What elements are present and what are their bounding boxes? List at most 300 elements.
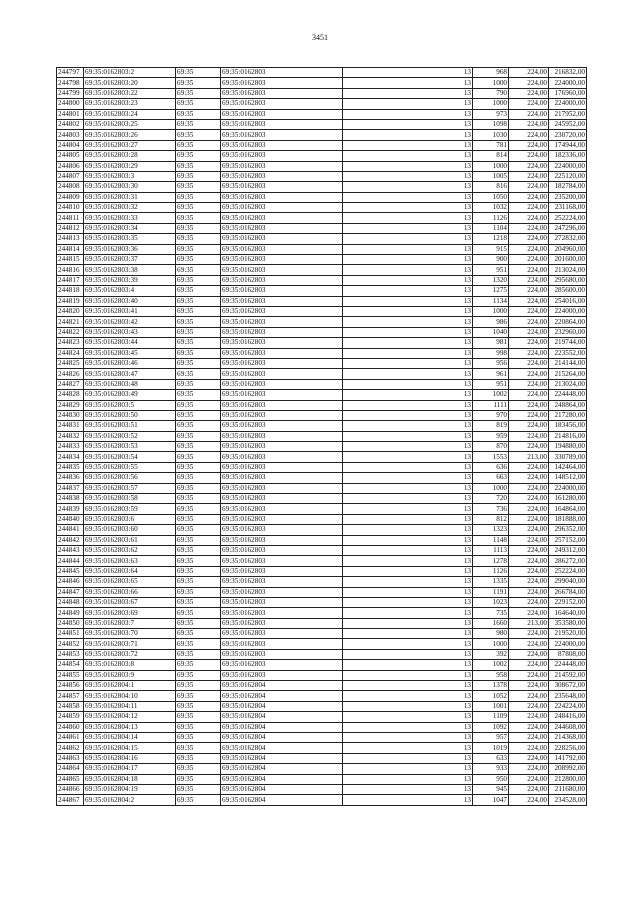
row-number-cell: 244853	[57, 649, 84, 659]
specific-value-cell: 224,00	[509, 390, 549, 400]
table-row	[57, 733, 587, 743]
table-row	[57, 545, 587, 555]
area-cell: 951	[473, 265, 509, 275]
table-row	[57, 701, 587, 711]
district-code-cell: 69:35	[176, 733, 221, 743]
table-row	[57, 338, 587, 348]
specific-value-cell: 224,00	[509, 223, 549, 233]
cadastral-value-cell: 330789,00	[549, 452, 587, 462]
specific-value-cell: 213,00	[509, 618, 549, 628]
table-row	[57, 764, 587, 774]
cadastral-value-cell: 194880,00	[549, 442, 587, 452]
cadastral-number-cell: 69:35:0162803:70	[84, 629, 176, 639]
area-cell: 986	[473, 317, 509, 327]
row-number-cell: 244805	[57, 151, 84, 161]
area-cell: 970	[473, 410, 509, 420]
area-cell: 1126	[473, 566, 509, 576]
table-row	[57, 182, 587, 192]
cadastral-block-cell: 69:35:0162803	[221, 587, 343, 597]
table-row	[57, 442, 587, 452]
table-row	[57, 327, 587, 337]
cadastral-block-cell: 69:35:0162803	[221, 223, 343, 233]
category-code-cell: 13	[343, 109, 473, 119]
table-row	[57, 494, 587, 504]
cadastral-number-cell: 69:35:0162803:28	[84, 151, 176, 161]
district-code-cell: 69:35	[176, 410, 221, 420]
row-number-cell: 244864	[57, 764, 84, 774]
row-number-cell: 244821	[57, 317, 84, 327]
specific-value-cell: 224,00	[509, 99, 549, 109]
cadastral-block-cell: 69:35:0162803	[221, 525, 343, 535]
cadastral-number-cell: 69:35:0162804:18	[84, 774, 176, 784]
row-number-cell: 244848	[57, 597, 84, 607]
cadastral-value-cell: 295680,00	[549, 275, 587, 285]
category-code-cell: 13	[343, 639, 473, 649]
cadastral-block-cell: 69:35:0162804	[221, 722, 343, 732]
area-cell: 1109	[473, 712, 509, 722]
row-number-cell: 244860	[57, 722, 84, 732]
cadastral-number-cell: 69:35:0162803:64	[84, 566, 176, 576]
specific-value-cell: 224,00	[509, 109, 549, 119]
row-number-cell: 244830	[57, 410, 84, 420]
category-code-cell: 13	[343, 369, 473, 379]
row-number-cell: 244843	[57, 545, 84, 555]
specific-value-cell: 224,00	[509, 743, 549, 753]
district-code-cell: 69:35	[176, 784, 221, 794]
area-cell: 814	[473, 151, 509, 161]
district-code-cell: 69:35	[176, 774, 221, 784]
row-number-cell: 244809	[57, 192, 84, 202]
district-code-cell: 69:35	[176, 255, 221, 265]
category-code-cell: 13	[343, 525, 473, 535]
table-row	[57, 400, 587, 410]
area-cell: 1000	[473, 306, 509, 316]
district-code-cell: 69:35	[176, 317, 221, 327]
cadastral-value-cell: 247296,00	[549, 223, 587, 233]
cadastral-value-cell: 215264,00	[549, 369, 587, 379]
cadastral-number-cell: 69:35:0162803:72	[84, 649, 176, 659]
row-number-cell: 244847	[57, 587, 84, 597]
cadastral-value-cell: 217280,00	[549, 410, 587, 420]
cadastral-number-cell: 69:35:0162803:38	[84, 265, 176, 275]
cadastral-block-cell: 69:35:0162803	[221, 327, 343, 337]
area-cell: 1111	[473, 400, 509, 410]
district-code-cell: 69:35	[176, 701, 221, 711]
cadastral-number-cell: 69:35:0162803:43	[84, 327, 176, 337]
cadastral-block-cell: 69:35:0162803	[221, 379, 343, 389]
cadastral-value-cell: 229152,00	[549, 597, 587, 607]
area-cell: 951	[473, 379, 509, 389]
cadastral-number-cell: 69:35:0162803:53	[84, 442, 176, 452]
district-code-cell: 69:35	[176, 494, 221, 504]
table-row	[57, 504, 587, 514]
row-number-cell: 244797	[57, 68, 84, 78]
category-code-cell: 13	[343, 483, 473, 493]
area-cell: 392	[473, 649, 509, 659]
cadastral-block-cell: 69:35:0162803	[221, 119, 343, 129]
cadastral-block-cell: 69:35:0162803	[221, 109, 343, 119]
cadastral-block-cell: 69:35:0162803	[221, 421, 343, 431]
cadastral-number-cell: 69:35:0162803:5	[84, 400, 176, 410]
page-number: 3451	[312, 33, 328, 42]
district-code-cell: 69:35	[176, 556, 221, 566]
cadastral-value-cell: 148512,00	[549, 473, 587, 483]
table-row	[57, 130, 587, 140]
row-number-cell: 244842	[57, 535, 84, 545]
category-code-cell: 13	[343, 494, 473, 504]
specific-value-cell: 224,00	[509, 338, 549, 348]
area-cell: 735	[473, 608, 509, 618]
cadastral-block-cell: 69:35:0162803	[221, 597, 343, 607]
cadastral-block-cell: 69:35:0162803	[221, 213, 343, 223]
cadastral-value-cell: 213024,00	[549, 265, 587, 275]
cadastral-block-cell: 69:35:0162804	[221, 774, 343, 784]
cadastral-value-cell: 87808,00	[549, 649, 587, 659]
area-cell: 663	[473, 473, 509, 483]
specific-value-cell: 224,00	[509, 483, 549, 493]
row-number-cell: 244858	[57, 701, 84, 711]
cadastral-value-table	[56, 67, 587, 806]
area-cell: 633	[473, 753, 509, 763]
category-code-cell: 13	[343, 681, 473, 691]
cadastral-block-cell: 69:35:0162804	[221, 784, 343, 794]
cadastral-number-cell: 69:35:0162803:25	[84, 119, 176, 129]
cadastral-value-cell: 223552,00	[549, 348, 587, 358]
row-number-cell: 244812	[57, 223, 84, 233]
district-code-cell: 69:35	[176, 743, 221, 753]
category-code-cell: 13	[343, 452, 473, 462]
category-code-cell: 13	[343, 379, 473, 389]
table-row	[57, 390, 587, 400]
cadastral-number-cell: 69:35:0162803:49	[84, 390, 176, 400]
cadastral-block-cell: 69:35:0162803	[221, 566, 343, 576]
table-row	[57, 348, 587, 358]
table-row	[57, 649, 587, 659]
category-code-cell: 13	[343, 784, 473, 794]
cadastral-number-cell: 69:35:0162803:52	[84, 431, 176, 441]
row-number-cell: 244845	[57, 566, 84, 576]
cadastral-value-cell: 214144,00	[549, 358, 587, 368]
category-code-cell: 13	[343, 774, 473, 784]
table-row	[57, 213, 587, 223]
cadastral-block-cell: 69:35:0162803	[221, 577, 343, 587]
table-row	[57, 473, 587, 483]
district-code-cell: 69:35	[176, 431, 221, 441]
cadastral-value-cell: 141792,00	[549, 753, 587, 763]
specific-value-cell: 224,00	[509, 421, 549, 431]
row-number-cell: 244824	[57, 348, 84, 358]
row-number-cell: 244863	[57, 753, 84, 763]
specific-value-cell: 224,00	[509, 504, 549, 514]
row-number-cell: 244832	[57, 431, 84, 441]
district-code-cell: 69:35	[176, 203, 221, 213]
district-code-cell: 69:35	[176, 161, 221, 171]
district-code-cell: 69:35	[176, 681, 221, 691]
table-row	[57, 556, 587, 566]
cadastral-number-cell: 69:35:0162803:56	[84, 473, 176, 483]
cadastral-value-cell: 212800,00	[549, 774, 587, 784]
cadastral-number-cell: 69:35:0162803:40	[84, 296, 176, 306]
cadastral-number-cell: 69:35:0162804:13	[84, 722, 176, 732]
specific-value-cell: 224,00	[509, 306, 549, 316]
cadastral-number-cell: 69:35:0162803:45	[84, 348, 176, 358]
cadastral-value-cell: 235648,00	[549, 691, 587, 701]
table-row	[57, 639, 587, 649]
cadastral-block-cell: 69:35:0162803	[221, 255, 343, 265]
category-code-cell: 13	[343, 338, 473, 348]
category-code-cell: 13	[343, 317, 473, 327]
cadastral-number-cell: 69:35:0162803:59	[84, 504, 176, 514]
cadastral-block-cell: 69:35:0162804	[221, 712, 343, 722]
specific-value-cell: 224,00	[509, 410, 549, 420]
table-row	[57, 587, 587, 597]
table-row	[57, 99, 587, 109]
cadastral-value-cell: 176960,00	[549, 88, 587, 98]
category-code-cell: 13	[343, 556, 473, 566]
row-number-cell: 244831	[57, 421, 84, 431]
specific-value-cell: 224,00	[509, 68, 549, 78]
cadastral-value-cell: 216832,00	[549, 68, 587, 78]
category-code-cell: 13	[343, 691, 473, 701]
row-number-cell: 244806	[57, 161, 84, 171]
area-cell: 961	[473, 369, 509, 379]
cadastral-number-cell: 69:35:0162803:34	[84, 223, 176, 233]
specific-value-cell: 224,00	[509, 369, 549, 379]
cadastral-number-cell: 69:35:0162803:24	[84, 109, 176, 119]
cadastral-value-cell: 214816,00	[549, 431, 587, 441]
category-code-cell: 13	[343, 545, 473, 555]
cadastral-number-cell: 69:35:0162803:65	[84, 577, 176, 587]
cadastral-value-cell: 248864,00	[549, 400, 587, 410]
specific-value-cell: 224,00	[509, 317, 549, 327]
specific-value-cell: 224,00	[509, 203, 549, 213]
cadastral-block-cell: 69:35:0162803	[221, 182, 343, 192]
cadastral-value-cell: 208992,00	[549, 764, 587, 774]
cadastral-value-cell: 224000,00	[549, 99, 587, 109]
cadastral-value-cell: 308672,00	[549, 681, 587, 691]
cadastral-block-cell: 69:35:0162803	[221, 275, 343, 285]
district-code-cell: 69:35	[176, 327, 221, 337]
row-number-cell: 244799	[57, 88, 84, 98]
cadastral-number-cell: 69:35:0162803:44	[84, 338, 176, 348]
cadastral-number-cell: 69:35:0162803:60	[84, 525, 176, 535]
district-code-cell: 69:35	[176, 223, 221, 233]
table-row	[57, 140, 587, 150]
table-row	[57, 525, 587, 535]
category-code-cell: 13	[343, 400, 473, 410]
table-row	[57, 78, 587, 88]
cadastral-block-cell: 69:35:0162803	[221, 88, 343, 98]
cadastral-value-cell: 182336,00	[549, 151, 587, 161]
row-number-cell: 244828	[57, 390, 84, 400]
cadastral-number-cell: 69:35:0162803:48	[84, 379, 176, 389]
category-code-cell: 13	[343, 171, 473, 181]
cadastral-value-cell: 224000,00	[549, 78, 587, 88]
cadastral-block-cell: 69:35:0162803	[221, 410, 343, 420]
district-code-cell: 69:35	[176, 514, 221, 524]
row-number-cell: 244801	[57, 109, 84, 119]
specific-value-cell: 224,00	[509, 213, 549, 223]
row-number-cell: 244803	[57, 130, 84, 140]
cadastral-value-cell: 224000,00	[549, 483, 587, 493]
specific-value-cell: 224,00	[509, 649, 549, 659]
row-number-cell: 244851	[57, 629, 84, 639]
table-row	[57, 597, 587, 607]
table-row	[57, 223, 587, 233]
specific-value-cell: 224,00	[509, 566, 549, 576]
cadastral-number-cell: 69:35:0162803:35	[84, 234, 176, 244]
category-code-cell: 13	[343, 795, 473, 805]
table-row	[57, 88, 587, 98]
area-cell: 819	[473, 421, 509, 431]
specific-value-cell: 224,00	[509, 119, 549, 129]
cadastral-number-cell: 69:35:0162803:4	[84, 286, 176, 296]
cadastral-value-cell: 234528,00	[549, 795, 587, 805]
district-code-cell: 69:35	[176, 712, 221, 722]
district-code-cell: 69:35	[176, 390, 221, 400]
specific-value-cell: 224,00	[509, 182, 549, 192]
cadastral-block-cell: 69:35:0162803	[221, 535, 343, 545]
cadastral-number-cell: 69:35:0162803:41	[84, 306, 176, 316]
district-code-cell: 69:35	[176, 618, 221, 628]
category-code-cell: 13	[343, 764, 473, 774]
cadastral-value-cell: 142464,00	[549, 462, 587, 472]
row-number-cell: 244859	[57, 712, 84, 722]
area-cell: 1047	[473, 795, 509, 805]
area-cell: 957	[473, 733, 509, 743]
specific-value-cell: 224,00	[509, 348, 549, 358]
table-row	[57, 286, 587, 296]
area-cell: 1323	[473, 525, 509, 535]
category-code-cell: 13	[343, 670, 473, 680]
area-cell: 1030	[473, 130, 509, 140]
cadastral-number-cell: 69:35:0162803:55	[84, 462, 176, 472]
table-row	[57, 774, 587, 784]
specific-value-cell: 224,00	[509, 795, 549, 805]
category-code-cell: 13	[343, 442, 473, 452]
table-row	[57, 660, 587, 670]
table-row	[57, 306, 587, 316]
district-code-cell: 69:35	[176, 192, 221, 202]
cadastral-number-cell: 69:35:0162804:14	[84, 733, 176, 743]
area-cell: 973	[473, 109, 509, 119]
district-code-cell: 69:35	[176, 140, 221, 150]
cadastral-value-cell: 248416,00	[549, 712, 587, 722]
row-number-cell: 244862	[57, 743, 84, 753]
cadastral-number-cell: 69:35:0162803:36	[84, 244, 176, 254]
category-code-cell: 13	[343, 130, 473, 140]
area-cell: 968	[473, 68, 509, 78]
row-number-cell: 244834	[57, 452, 84, 462]
cadastral-value-cell: 228256,00	[549, 743, 587, 753]
cadastral-block-cell: 69:35:0162803	[221, 473, 343, 483]
cadastral-block-cell: 69:35:0162803	[221, 369, 343, 379]
table-row	[57, 410, 587, 420]
district-code-cell: 69:35	[176, 213, 221, 223]
row-number-cell: 244857	[57, 691, 84, 701]
table-row	[57, 608, 587, 618]
district-code-cell: 69:35	[176, 109, 221, 119]
area-cell: 1023	[473, 597, 509, 607]
cadastral-value-cell: 245952,00	[549, 119, 587, 129]
district-code-cell: 69:35	[176, 119, 221, 129]
district-code-cell: 69:35	[176, 171, 221, 181]
cadastral-number-cell: 69:35:0162804:1	[84, 681, 176, 691]
table-row	[57, 722, 587, 732]
specific-value-cell: 224,00	[509, 327, 549, 337]
cadastral-block-cell: 69:35:0162803	[221, 306, 343, 316]
area-cell: 1278	[473, 556, 509, 566]
cadastral-value-cell: 224224,00	[549, 701, 587, 711]
row-number-cell: 244850	[57, 618, 84, 628]
area-cell: 980	[473, 629, 509, 639]
table-row	[57, 431, 587, 441]
row-number-cell: 244867	[57, 795, 84, 805]
cadastral-block-cell: 69:35:0162803	[221, 338, 343, 348]
category-code-cell: 13	[343, 597, 473, 607]
cadastral-number-cell: 69:35:0162803:50	[84, 410, 176, 420]
cadastral-block-cell: 69:35:0162803	[221, 618, 343, 628]
area-cell: 816	[473, 182, 509, 192]
cadastral-block-cell: 69:35:0162803	[221, 629, 343, 639]
table-row	[57, 265, 587, 275]
category-code-cell: 13	[343, 358, 473, 368]
cadastral-number-cell: 69:35:0162803:32	[84, 203, 176, 213]
area-cell: 981	[473, 338, 509, 348]
specific-value-cell: 224,00	[509, 525, 549, 535]
area-cell: 1320	[473, 275, 509, 285]
table-row	[57, 566, 587, 576]
district-code-cell: 69:35	[176, 348, 221, 358]
row-number-cell: 244804	[57, 140, 84, 150]
cadastral-block-cell: 69:35:0162803	[221, 68, 343, 78]
table-row	[57, 784, 587, 794]
district-code-cell: 69:35	[176, 400, 221, 410]
cadastral-value-cell: 224448,00	[549, 390, 587, 400]
cadastral-block-cell: 69:35:0162803	[221, 504, 343, 514]
cadastral-block-cell: 69:35:0162803	[221, 660, 343, 670]
cadastral-number-cell: 69:35:0162803:33	[84, 213, 176, 223]
cadastral-value-cell: 266784,00	[549, 587, 587, 597]
category-code-cell: 13	[343, 223, 473, 233]
cadastral-number-cell: 69:35:0162804:15	[84, 743, 176, 753]
district-code-cell: 69:35	[176, 296, 221, 306]
district-code-cell: 69:35	[176, 525, 221, 535]
specific-value-cell: 224,00	[509, 275, 549, 285]
specific-value-cell: 224,00	[509, 140, 549, 150]
category-code-cell: 13	[343, 306, 473, 316]
cadastral-value-cell: 249312,00	[549, 545, 587, 555]
area-cell: 781	[473, 140, 509, 150]
category-code-cell: 13	[343, 712, 473, 722]
table-row	[57, 369, 587, 379]
cadastral-value-cell: 183456,00	[549, 421, 587, 431]
cadastral-value-cell: 213024,00	[549, 379, 587, 389]
cadastral-value-cell: 244608,00	[549, 722, 587, 732]
cadastral-value-cell: 161280,00	[549, 494, 587, 504]
specific-value-cell: 224,00	[509, 234, 549, 244]
district-code-cell: 69:35	[176, 379, 221, 389]
cadastral-block-cell: 69:35:0162803	[221, 358, 343, 368]
table-row	[57, 379, 587, 389]
specific-value-cell: 224,00	[509, 784, 549, 794]
area-cell: 900	[473, 255, 509, 265]
row-number-cell: 244817	[57, 275, 84, 285]
district-code-cell: 69:35	[176, 566, 221, 576]
area-cell: 1126	[473, 213, 509, 223]
row-number-cell: 244826	[57, 369, 84, 379]
row-number-cell: 244838	[57, 494, 84, 504]
